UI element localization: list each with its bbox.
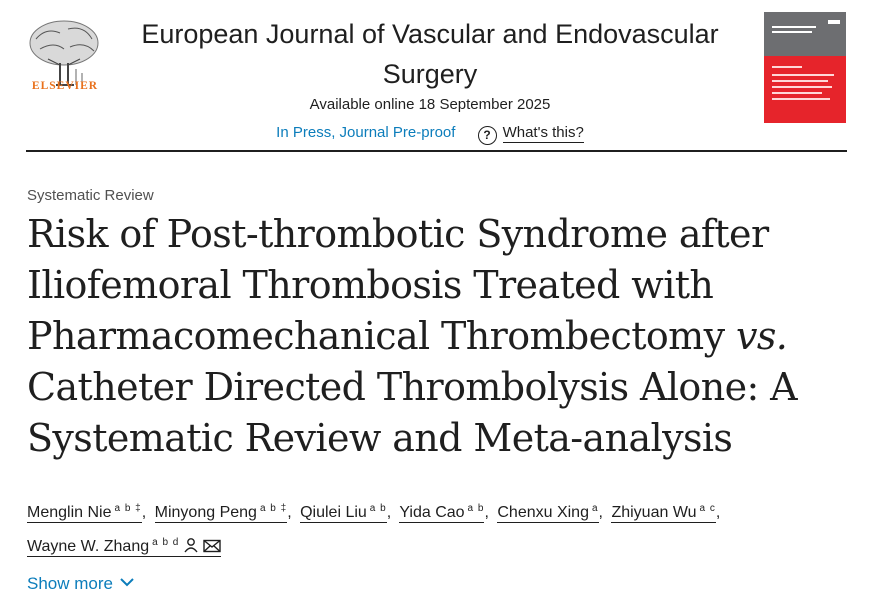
author-separator: , <box>141 504 147 521</box>
corresponding-author-link[interactable]: Wayne W. Zhang $^{a b d}$ <box>27 538 221 557</box>
cover-text-line <box>772 98 830 100</box>
title-italic-vs: vs. <box>735 314 788 358</box>
envelope-icon <box>203 539 221 553</box>
cover-text-line <box>772 86 832 88</box>
question-circle-icon[interactable]: ? <box>478 126 497 145</box>
cover-esvs-mark <box>828 20 840 24</box>
author-link[interactable]: Zhiyuan Wu $^{a c}$ <box>611 503 716 521</box>
author-link[interactable]: Qiulei Liu $^{a b}$ <box>300 503 387 521</box>
show-more-label: Show more <box>27 574 113 593</box>
author-separator: , <box>386 504 392 521</box>
author-separator: , <box>598 504 603 521</box>
header-divider <box>26 150 847 152</box>
author-separator: , <box>287 504 292 521</box>
cover-text-line <box>772 66 802 68</box>
person-icon <box>183 537 199 553</box>
publication-status-row <box>120 124 740 145</box>
author-link[interactable]: Chenxu Xing $^a$ <box>497 503 599 521</box>
cover-text-line <box>772 31 812 33</box>
author-separator: , <box>484 504 489 521</box>
title-part-1: Risk of Post-thrombotic Syndrome after Iliofemoral Thrombosis Treated with Pharmacomechanical Thrombectomy <box>27 212 769 358</box>
author-separator: , <box>715 504 721 521</box>
cover-text-line <box>772 74 834 76</box>
journal-cover-thumbnail[interactable] <box>764 12 846 123</box>
author-link[interactable]: Minyong Peng $^{a b \ddagger}$ <box>154 503 288 521</box>
article-type-label: Systematic Review <box>27 187 154 204</box>
cover-text-line <box>772 92 822 94</box>
available-online-date: Available online 18 September 2025 <box>309 96 551 113</box>
cover-text-line <box>772 80 828 82</box>
whats-this-link[interactable]: What's this? <box>502 124 584 141</box>
in-press-link[interactable]: In Press, Journal Pre-proof <box>276 124 456 141</box>
author-link[interactable]: Menglin Nie $^{a b \ddagger}$ <box>27 503 142 521</box>
publisher-wordmark[interactable]: ELSEVIER <box>31 80 99 92</box>
show-more-button[interactable] <box>27 574 135 594</box>
cover-grey-band <box>764 12 846 56</box>
cover-text-line <box>772 26 816 28</box>
article-header <box>0 0 886 152</box>
author-link[interactable]: Yida Cao $^{a b}$ <box>399 503 485 521</box>
author-list <box>27 494 867 562</box>
title-part-2: Catheter Directed Thrombolysis Alone: A Systematic Review and Meta-analysis <box>27 365 797 460</box>
article-title <box>27 209 867 464</box>
chevron-down-icon <box>119 577 135 587</box>
journal-title[interactable]: European Journal of Vascular and Endovascular Surgery <box>141 19 719 89</box>
